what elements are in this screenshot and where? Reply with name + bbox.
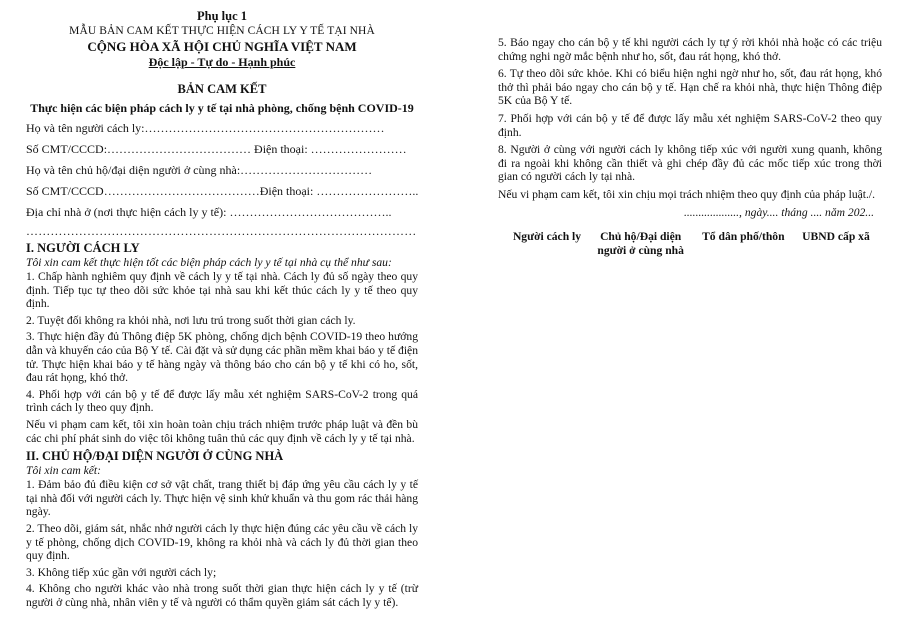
left-column xyxy=(26,0,418,612)
document-subtitle: Thực hiện các biện pháp cách ly y tế tại nhà phòng, chống bệnh COVID-19 xyxy=(30,101,414,115)
field-isolated-person-name: Họ và tên người cách ly:…………………………………………………… xyxy=(26,122,385,135)
section-2-penalty-note: Nếu vi phạm cam kết, tôi xin chịu mọi trách nhiệm theo quy định của pháp luật./. xyxy=(498,187,876,201)
section-2-item: 6. Tự theo dõi sức khỏe. Khi có biểu hiện nghi ngờ như ho, sốt, đau rát họng, khó thở thì phải báo ngay cho cán bộ y tế. Hạn chế ra khỏi nhà, thực hiện Thông điệp 5K của Bộ Y tế. xyxy=(498,67,882,108)
national-title: CỘNG HÒA XÃ HỘI CHỦ NGHĨA VIỆT NAM xyxy=(87,39,357,54)
appendix-label: Phụ lục 1 xyxy=(196,9,247,23)
right-column xyxy=(498,36,882,258)
section-2-item: 4. Không cho người khác vào nhà trong suốt thời gian thực hiện cách ly y tế (trừ người ở cùng nhà, nhân viên y tế và người có thẩm quyền giám sát cách ly y tế). xyxy=(26,582,418,609)
section-2-intro: Tôi xin cam kết: xyxy=(26,464,102,478)
field-household-head-name: Họ và tên chủ hộ/đại diện người ở cùng nhà:…………………………… xyxy=(26,164,373,177)
document-title: BẢN CAM KẾT xyxy=(177,82,267,96)
signature-isolated-person: Người cách ly xyxy=(512,229,582,243)
section-2-item: 2. Theo dõi, giám sát, nhắc nhở người cách ly thực hiện đúng các yêu cầu về cách ly y tế phòng, chống dịch COVID-19, không ra khỏi nhà và cách ly đủ thời gian theo quy định. xyxy=(26,521,418,563)
section-2-item: 8. Người ở cùng với người cách ly không tiếp xúc với người xung quanh, không đi ra ngoài khi không cần thiết và ghi chép đầy đủ các mốc tiếp xúc trong thời gian có người cách ly tại nhà. xyxy=(498,143,882,184)
date-line: ..................., ngày.... tháng .... năm 202... xyxy=(683,205,874,219)
signature-block xyxy=(498,230,882,258)
section-1-penalty-note: Nếu vi phạm cam kết, tôi xin hoàn toàn chịu trách nhiệm trước pháp luật và đền bù các chi phí phát sinh do việc tôi không tuân thủ các quy định về cách ly y tế tại nhà. xyxy=(26,417,418,445)
section-1-item: 1. Chấp hành nghiêm quy định về cách ly y tế tại nhà. Cách ly đủ số ngày theo quy định. Tiếp tục tự theo dõi sức khỏe tại nhà sau khi kết thúc cách ly y tế theo quy định. xyxy=(26,270,418,311)
form-title: MẪU BẢN CAM KẾT THỰC HIỆN CÁCH LY Y TẾ TẠI NHÀ xyxy=(69,25,375,37)
section-2-heading: II. CHỦ HỘ/ĐẠI DIỆN NGƯỜI Ở CÙNG NHÀ xyxy=(26,449,284,464)
section-2-item: 3. Không tiếp xúc gần với người cách ly; xyxy=(26,565,217,579)
field-isolated-person-id-phone: Số CMT/CCCD:……………………………… Điện thoại: …………………… xyxy=(26,143,407,156)
signature-household-head: Chủ hộ/Đại diện người ở cùng nhà xyxy=(597,229,684,257)
national-motto: Độc lập - Tự do - Hạnh phúc xyxy=(148,55,296,69)
section-1-heading: I. NGƯỜI CÁCH LY xyxy=(26,241,140,255)
field-household-head-id-phone: Số CMT/CCCD…………………………………Điện thoại: …………………….. xyxy=(26,185,418,198)
section-2-item: 5. Báo ngay cho cán bộ y tế khi người cách ly tự ý rời khỏi nhà hoặc có các triệu chứng nghi ngờ mắc bệnh như ho, sốt, đau rát họng, khó thở. xyxy=(498,36,882,63)
section-1-intro: Tôi xin cam kết thực hiện tốt các biện pháp cách ly y tế tại nhà cụ thể như sau: xyxy=(26,256,392,269)
signature-commune-committee: UBND cấp xã xyxy=(802,229,870,243)
section-1-item: 4. Phối hợp với cán bộ y tế để được lấy mẫu xét nghiệm SARS-CoV-2 trong quá trình cách ly theo quy định. xyxy=(26,387,418,415)
field-address-continuation: …………………………………………………………………………………… xyxy=(26,225,417,237)
section-2-item: 7. Phối hợp với cán bộ y tế để được lấy mẫu xét nghiệm SARS-CoV-2 theo quy định. xyxy=(498,111,882,139)
section-2-item: 1. Đảm bảo đủ điều kiện cơ sở vật chất, trang thiết bị đáp ứng yêu cầu cách ly y tế tại nhà đối với người cách ly. Thực hiện vệ sinh khử khuẩn và thu gom rác thải hàng ngày. xyxy=(26,478,418,519)
field-home-address: Địa chỉ nhà ở (nơi thực hiện cách ly y tế): ………………………………….. xyxy=(26,206,392,219)
section-1-item: 3. Thực hiện đầy đủ Thông điệp 5K phòng, chống dịch bệnh COVID-19 theo hướng dẫn và khuyến cáo của Bộ Y tế. Cài đặt và sử dụng các phần mềm khai báo y tế điện tử. Thực hiện khai báo y tế hàng ngày và thông báo cho cán bộ y tế khi có ho, sốt, đau rát họng, khó thở. xyxy=(26,330,418,385)
section-1-item: 2. Tuyệt đối không ra khỏi nhà, nơi lưu trú trong suốt thời gian cách ly. xyxy=(26,313,356,327)
signature-neighborhood: Tổ dân phố/thôn xyxy=(702,229,785,243)
